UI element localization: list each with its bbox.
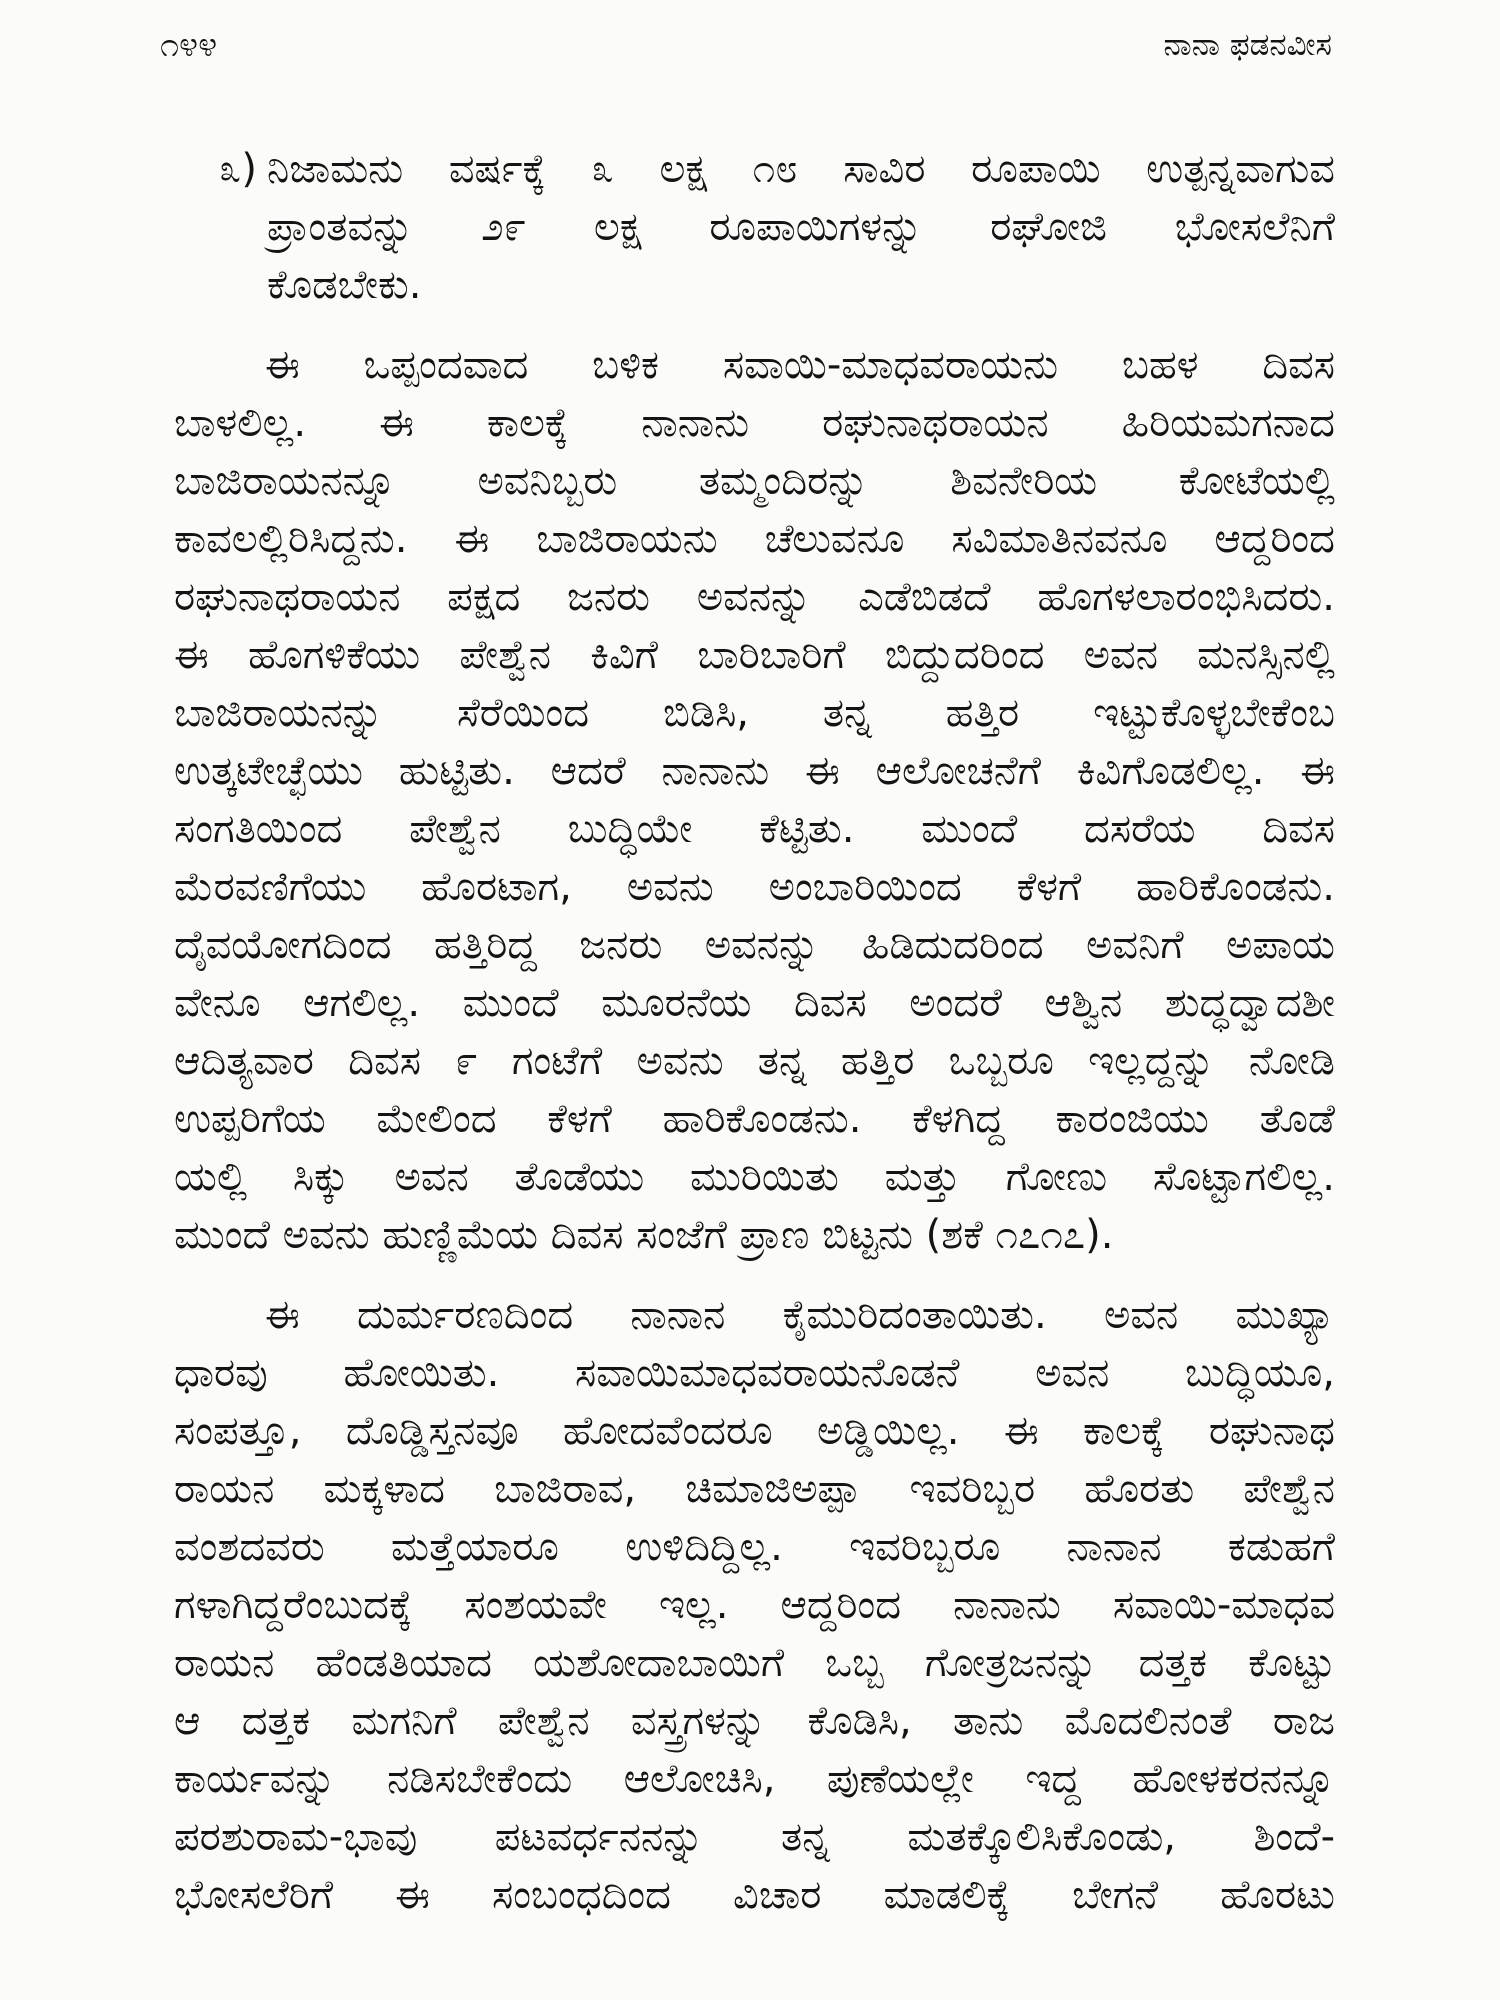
text-line: ಈ ಹೊಗಳಿಕೆಯು ಪೇಶ್ವೆನ ಕಿವಿಗೆ ಬಾರಿಬಾರಿಗೆ ಬಿದ್ದುದರಿಂದ ಅವನ ಮನಸ್ಸಿನಲ್ಲಿ [174,632,1335,678]
text-line: ಬಾಳಲಿಲ್ಲ. ಈ ಕಾಲಕ್ಕೆ ನಾನಾನು ರಘುನಾಥರಾಯನ ಹಿರಿಯಮಗನಾದ [174,400,1335,446]
text-line: ರಾಯನ ಮಕ್ಕಳಾದ ಬಾಜಿರಾವ, ಚಿಮಾಜಿಅಪ್ಪಾ ಇವರಿಬ್ಬರ ಹೊರತು ಪೇಶ್ವೆನ [174,1466,1335,1512]
text-line: ವಂಶದವರು ಮತ್ತೆಯಾರೂ ಉಳಿದಿದ್ದಿಲ್ಲ. ಇವರಿಬ್ಬರೂ ನಾನಾನ ಕಡುಹಗೆ [174,1524,1335,1570]
text-line: ಆದಿತ್ಯವಾರ ದಿವಸ ೯ ಗಂಟೆಗೆ ಅವನು ತನ್ನ ಹತ್ತಿರ ಒಬ್ಬರೂ ಇಲ್ಲದ್ದನ್ನು ನೋಡಿ [174,1038,1335,1084]
text-line: ನಿಜಾಮನು ವರ್ಷಕ್ಕೆ ೩ ಲಕ್ಷ ೧೮ ಸಾವಿರ ರೂಪಾಯಿ ಉತ್ಪನ್ನವಾಗುವ [267,146,1335,192]
text-line: ಆ ದತ್ತಕ ಮಗನಿಗೆ ಪೇಶ್ವೆನ ವಸ್ತ್ರಗಳನ್ನು ಕೊಡಿಸಿ, ತಾನು ಮೊದಲಿನಂತೆ ರಾಜ [174,1698,1335,1744]
text-line: ಈ ದುರ್ಮರಣದಿಂದ ನಾನಾನ ಕೈಮುರಿದಂತಾಯಿತು. ಅವನ ಮುಖ್ಯಾ [265,1292,1335,1338]
page-number: ೧೪೪ [160,25,218,65]
text-line: ಈ ಒಪ್ಪಂದವಾದ ಬಳಿಕ ಸವಾಯಿ-ಮಾಧವರಾಯನು ಬಹಳ ದಿವಸ [265,342,1335,388]
text-line: ಮೆರವಣಿಗೆಯು ಹೊರಟಾಗ, ಅವನು ಅಂಬಾರಿಯಿಂದ ಕೆಳಗೆ ಹಾರಿಕೊಂಡನು. [174,864,1335,910]
text-line: ದೈವಯೋಗದಿಂದ ಹತ್ತಿರಿದ್ದ ಜನರು ಅವನನ್ನು ಹಿಡಿದುದರಿಂದ ಅವನಿಗೆ ಅಪಾಯ [174,922,1335,968]
numbered-list-item [219,140,1335,314]
text-line: ಭೋಸಲೆರಿಗೆ ಈ ಸಂಬಂಧದಿಂದ ವಿಚಾರ ಮಾಡಲಿಕ್ಕೆ ಬೇಗನೆ ಹೊರಟು [174,1872,1335,1918]
text-line: ಪ್ರಾಂತವನ್ನು ೨೯ ಲಕ್ಷ ರೂಪಾಯಿಗಳನ್ನು ರಘೋಜಿ ಭೋಸಲೆನಿಗೆ [267,204,1335,250]
text-line: ಪರಶುರಾಮ-ಭಾವು ಪಟವರ್ಧನನನ್ನು ತನ್ನ ಮತಕ್ಕೊಲಿಸಿಕೊಂಡು, ಶಿಂದೆ- [174,1814,1335,1860]
text-line: ಕಾವಲಲ್ಲಿರಿಸಿದ್ದನು. ಈ ಬಾಜಿರಾಯನು ಚೆಲುವನೂ ಸವಿಮಾತಿನವನೂ ಆದ್ದರಿಂದ [174,516,1335,562]
text-line: ಮುಂದೆ ಅವನು ಹುಣ್ಣಿಮೆಯ ದಿವಸ ಸಂಜೆಗೆ ಪ್ರಾಣ ಬಿಟ್ಟನು (ಶಕೆ ೧೭೧೭). [174,1212,1114,1258]
text-line: ಯಲ್ಲಿ ಸಿಕ್ಕು ಅವನ ತೊಡೆಯು ಮುರಿಯಿತು ಮತ್ತು ಗೋಣು ಸೊಟ್ಟಾಗಲಿಲ್ಲ. [174,1154,1335,1200]
text-line: ಕಾರ್ಯವನ್ನು ನಡಿಸಬೇಕೆಂದು ಆಲೋಚಿಸಿ, ಪುಣೆಯಲ್ಲೇ ಇದ್ದ ಹೋಳಕರನನ್ನೂ [174,1756,1335,1802]
list-item-text [267,140,1335,314]
paragraph [174,1286,1335,1924]
text-line: ಗಳಾಗಿದ್ದರೆಂಬುದಕ್ಕೆ ಸಂಶಯವೇ ಇಲ್ಲ. ಆದ್ದರಿಂದ ನಾನಾನು ಸವಾಯಿ-ಮಾಧವ [174,1582,1335,1628]
paragraph [174,336,1335,1264]
text-line: ರಘುನಾಥರಾಯನ ಪಕ್ಷದ ಜನರು ಅವನನ್ನು ಎಡೆಬಿಡದೆ ಹೊಗಳಲಾರಂಭಿಸಿದರು. [174,574,1335,620]
text-line: ಉಪ್ಪರಿಗೆಯ ಮೇಲಿಂದ ಕೆಳಗೆ ಹಾರಿಕೊಂಡನು. ಕೆಳಗಿದ್ದ ಕಾರಂಜಿಯು ತೊಡೆ [174,1096,1335,1142]
running-header-title: ನಾನಾ ಫಡನವೀಸ [1163,27,1332,63]
text-line: ಉತ್ಕಟೇಚ್ಛೆಯು ಹುಟ್ಟಿತು. ಆದರೆ ನಾನಾನು ಈ ಆಲೋಚನೆಗೆ ಕಿವಿಗೊಡಲಿಲ್ಲ. ಈ [174,748,1335,794]
text-line: ರಾಯನ ಹೆಂಡತಿಯಾದ ಯಶೋದಾಬಾಯಿಗೆ ಒಬ್ಬ ಗೋತ್ರಜನನ್ನು ದತ್ತಕ ಕೊಟ್ಟು [174,1640,1335,1686]
text-line: ಬಾಜಿರಾಯನನ್ನು ಸೆರೆಯಿಂದ ಬಿಡಿಸಿ, ತನ್ನ ಹತ್ತಿರ ಇಟ್ಟುಕೊಳ್ಳಬೇಕೆಂಬ [174,690,1335,736]
text-line: ವೇನೂ ಆಗಲಿಲ್ಲ. ಮುಂದೆ ಮೂರನೆಯ ದಿವಸ ಅಂದರೆ ಆಶ್ವಿನ ಶುದ್ಧದ್ವಾದಶೀ [174,980,1335,1026]
text-line: ಧಾರವು ಹೋಯಿತು. ಸವಾಯಿಮಾಧವರಾಯನೊಡನೆ ಅವನ ಬುದ್ಧಿಯೂ, [174,1350,1335,1396]
text-line: ಕೊಡಬೇಕು. [267,262,422,308]
text-line: ಸಂಪತ್ತೂ, ದೊಡ್ಡಿಸ್ತನವೂ ಹೋದವೆಂದರೂ ಅಡ್ಡಿಯಿಲ್ಲ. ಈ ಕಾಲಕ್ಕೆ ರಘುನಾಥ [174,1408,1335,1454]
text-line: ಬಾಜಿರಾಯನನ್ನೂ ಅವನಿಬ್ಬರು ತಮ್ಮಂದಿರನ್ನು ಶಿವನೇರಿಯ ಕೋಟೆಯಲ್ಲಿ [174,458,1335,504]
list-marker: ೩) [219,146,258,192]
text-line: ಸಂಗತಿಯಿಂದ ಪೇಶ್ವೆನ ಬುದ್ಧಿಯೇ ಕೆಟ್ಟಿತು. ಮುಂದೆ ದಸರೆಯ ದಿವಸ [174,806,1335,852]
